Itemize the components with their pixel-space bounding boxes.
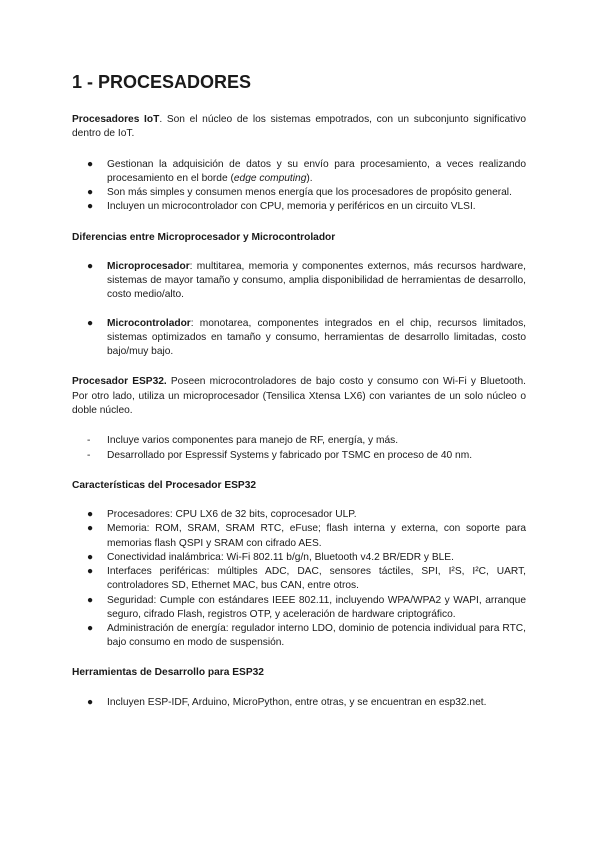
bullet-icon: ● (87, 594, 94, 606)
list-item: ● Procesadores: CPU LX6 de 32 bits, coprocesador ULP. (72, 508, 526, 522)
list-item: - Desarrollado por Espressif Systems y fabricado por TSMC en proceso de 40 nm. (72, 449, 526, 463)
section-heading-differences: Diferencias entre Microprocesador y Microcontrolador (72, 231, 336, 243)
bullet-icon: ● (87, 622, 94, 634)
list-item: ● Incluyen ESP-IDF, Arduino, MicroPython, entre otras, y se encuentran en esp32.net. (72, 696, 526, 710)
intro-bold: Procesadores IoT (72, 114, 160, 125)
list-item: ● Administración de energía: regulador interno LDO, dominio de potencia individual para RTC, bajo consumo en modo de suspensión. (87, 622, 526, 649)
bullet-icon: ● (87, 551, 94, 563)
list-item: ● Son más simples y consumen menos energía que los procesadores de propósito general. (72, 186, 526, 200)
page-title: 1 - PROCESADORES (72, 72, 252, 92)
esp32-dash-list (72, 434, 526, 462)
differences-list (72, 260, 526, 303)
section-heading-tools: Herramientas de Desarrollo para ESP32 (72, 667, 264, 679)
list-item: ● Microcontrolador: monotarea, componentes integrados en el chip, recursos limitados, sistemas optimizados en tamaño y consumo, herramientas de desarrollo limitadas, costo bajo/muy bajo. (87, 317, 526, 358)
section-heading-features: Características del Procesador ESP32 (72, 479, 257, 491)
esp32-paragraph (72, 375, 526, 418)
intro-bullet-list (72, 158, 526, 215)
list-item: ● Conectividad inalámbrica: Wi-Fi 802.11 b/g/n, Bluetooth v4.2 BR/EDR y BLE. (72, 551, 526, 565)
bullet-icon: ● (87, 158, 94, 170)
bullet-icon: ● (87, 187, 94, 199)
differences-list-2 (72, 317, 526, 360)
list-item: - Incluye varios componentes para manejo de RF, energía, y más. (72, 434, 526, 448)
bullet-icon: ● (87, 696, 94, 708)
document-page (72, 68, 526, 710)
list-item: ● Memoria: ROM, SRAM, SRAM RTC, eFuse; flash interna y externa, con soporte para memorias flash QSPI y SRAM con cifrado AES. (87, 523, 526, 549)
bullet-icon: ● (87, 523, 94, 535)
intro-text: . Son el núcleo de los sistemas empotrados, con un subconjunto significativo dentro de IoT. (72, 114, 526, 140)
esp32-text: Poseen microcontroladores de bajo costo y consumo con Wi-Fi y Bluetooth. Por otro lado, utiliza un microprocesador (Tensilica Xtensa LX6) con variantes de un solo núcleo o doble núcleo. (72, 376, 527, 417)
list-item: ● Interfaces periféricas: múltiples ADC, DAC, sensores táctiles, SPI, I²S, I²C, UART, controladores SD, Ethernet MAC, bus CAN, entre otros. (87, 566, 526, 592)
bullet-icon: ● (87, 317, 94, 329)
bullet-icon: ● (87, 566, 94, 578)
list-item: ● Seguridad: Cumple con estándares IEEE 802.11, incluyendo WPA/WPA2 y WAPI, arranque seguro, cifrado Flash, registros OTP, y aceleración de hardware criptográfico. (87, 594, 526, 620)
list-item: ● Microprocesador: multitarea, memoria y componentes externos, más recursos hardware, sistemas de mayor tamaño y consumo, amplia disponibilidad de herramientas de desarrollo, costo medio/alto. (87, 261, 526, 301)
esp32-bold: Procesador ESP32. (72, 376, 167, 388)
tools-list (72, 696, 526, 710)
bullet-icon: ● (87, 261, 94, 273)
dash-icon: - (87, 449, 91, 461)
bullet-icon: ● (87, 201, 94, 213)
features-list (72, 508, 526, 650)
dash-icon: - (87, 435, 91, 447)
bullet-icon: ● (87, 509, 94, 521)
list-item: ● Incluyen un microcontrolador con CPU, memoria y periféricos en un circuito VLSI. (72, 200, 526, 214)
list-item: ● Gestionan la adquisición de datos y su envío para procesamiento, a veces realizando procesamiento en el borde (edge computing). (87, 158, 526, 185)
intro-paragraph (72, 113, 526, 142)
